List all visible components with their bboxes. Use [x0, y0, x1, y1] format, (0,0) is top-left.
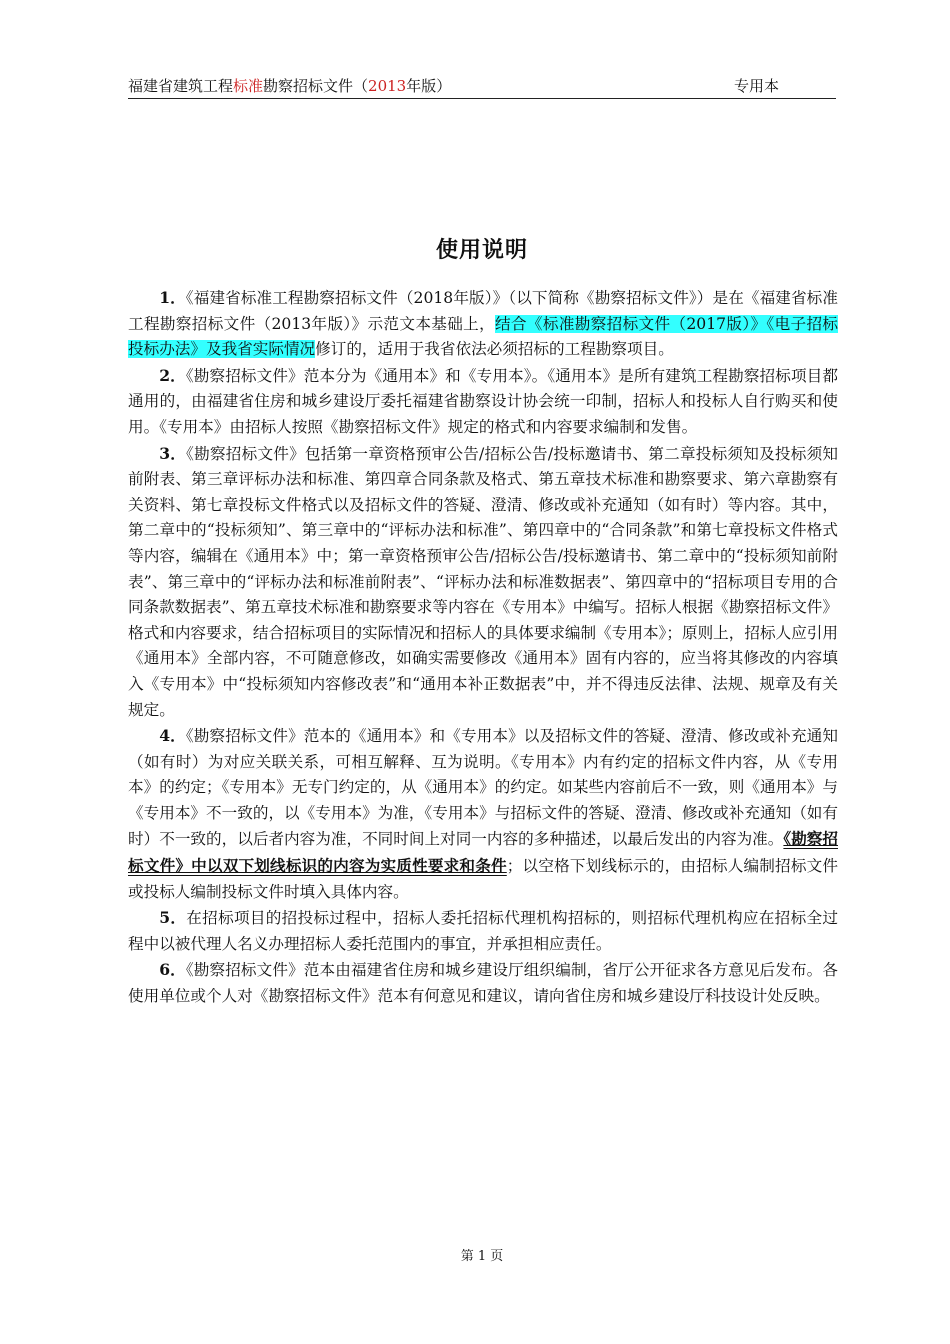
paragraph-3	[128, 441, 838, 724]
paragraph-number: 2．	[159, 365, 186, 385]
paragraph-text: 《勘察招标文件》范本的《通用本》和《专用本》以及招标文件的答疑、澄清、修改或补充通知（如有时）为对应关联关系，可相互解释、互为说明。《专用本》内有约定的招标文件内容，从《专用本》的约定；《专用本》无专门约定的，从《通用本》的约定。如某些内容前后不一致，则《通用本》与《专用本》不一致的，以《专用本》为准，《专用本》与招标文件的答疑、澄清、修改或补充通知（如有时）不一致的，以后者内容为准，不同时间上对同一内容的多种描述，以最后发出的内容为准。	[128, 727, 838, 849]
header-edition: 专用本	[734, 77, 780, 95]
paragraph-2	[128, 363, 838, 441]
paragraph-number: 4．	[159, 726, 186, 746]
header-title-part: 勘察招标文件（	[263, 77, 369, 95]
paragraph-number: 6．	[159, 960, 186, 980]
header-title-red: 标准	[233, 77, 264, 95]
paragraph-number: 3．	[159, 443, 187, 463]
header-title-part: 福建省建筑工程	[128, 77, 234, 95]
paragraph-5	[128, 905, 838, 957]
paragraph-text: 在招标项目的招投标过程中，招标人委托招标代理机构招标的，则招标代理机构应在招标全过程中以被代理人名义办理招标人委托范围内的事宜，并承担相应责任。	[128, 909, 838, 953]
paragraph-text: 《勘察招标文件》范本分为《通用本》和《专用本》。《通用本》是所有建筑工程勘察招标项目都通用的，由福建省住房和城乡建设厅委托福建省勘察设计协会统一印制，招标人和投标人自行购买和使用。《专用本》由招标人按照《勘察招标文件》规定的格式和内容要求编制和发售。	[128, 366, 838, 436]
paragraph-4	[128, 723, 838, 905]
paragraph-text: 《勘察招标文件》范本由福建省住房和城乡建设厅组织编制，省厅公开征求各方意见后发布。各使用单位或个人对《勘察招标文件》范本有何意见和建议，请向省住房和城乡建设厅科技设计处反映。	[128, 961, 838, 1006]
page-header	[128, 76, 836, 99]
header-title-year: 2013	[368, 77, 407, 95]
paragraph-text: ；以空格下划线标示的，由招标人编制招标文件或投标人编制投标文件时填入具体内容。	[128, 857, 838, 901]
paragraph-1	[128, 285, 838, 363]
page-number: 第 1 页	[460, 1249, 504, 1264]
double-underlined-text: 《勘察招标文件》中以双下划线标识的内容为实质性要求和条件	[128, 829, 838, 876]
paragraph-text: 《福建省标准工程勘察招标文件（2018年版）》（以下简称《勘察招标文件》）是在《福建省标准工程勘察招标文件（2013年版）》示范文本基础上，	[128, 289, 838, 333]
page-title: 使用说明	[435, 238, 528, 263]
paragraph-6	[128, 957, 838, 1009]
paragraph-number: 5．	[159, 908, 187, 928]
paragraph-text: 《勘察招标文件》包括第一章资格预审公告/招标公告/投标邀请书、第二章投标须知及投标须知前附表、第三章评标办法和标准、第四章合同条款及格式、第五章技术标准和勘察要求、第六章勘察有关资料、第七章投标文件格式以及招标文件的答疑、澄清、修改或补充通知（如有时）等内容。其中，第二章中的“投标须知”、第三章中的“评标办法和标准”、第四章中的“合同条款”和第七章投标文件格式等内容，编辑在《通用本》中；第一章资格预审公告/招标公告/投标邀请书、第二章中的“投标须知前附表”、第三章中的“评标办法和标准前附表”、“评标办法和标准数据表”、第四章中的“招标项目专用的合同条款数据表”、第五章技术标准和勘察要求等内容在《专用本》中编写。招标人根据《勘察招标文件》格式和内容要求，结合招标项目的实际情况和招标人的具体要求编制《专用本》；原则上，招标人应引用《通用本》全部内容，不可随意修改，如确实需要修改《通用本》固有内容的，应当将其修改的内容填入《专用本》中“投标须知内容修改表”和“通用本补正数据表”中，并不得违反法律、法规、规章及有关规定。	[128, 444, 838, 719]
header-title	[128, 76, 451, 96]
highlighted-text: 结合《标准勘察招标文件（2017版）》《电子招标投标办法》及我省实际情况	[128, 314, 838, 359]
paragraph-text: 修订的，适用于我省依法必须招标的工程勘察项目。	[315, 340, 674, 359]
header-title-part: 年版）	[406, 77, 452, 95]
paragraph-number: 1．	[159, 288, 186, 307]
document-body	[128, 285, 838, 1010]
